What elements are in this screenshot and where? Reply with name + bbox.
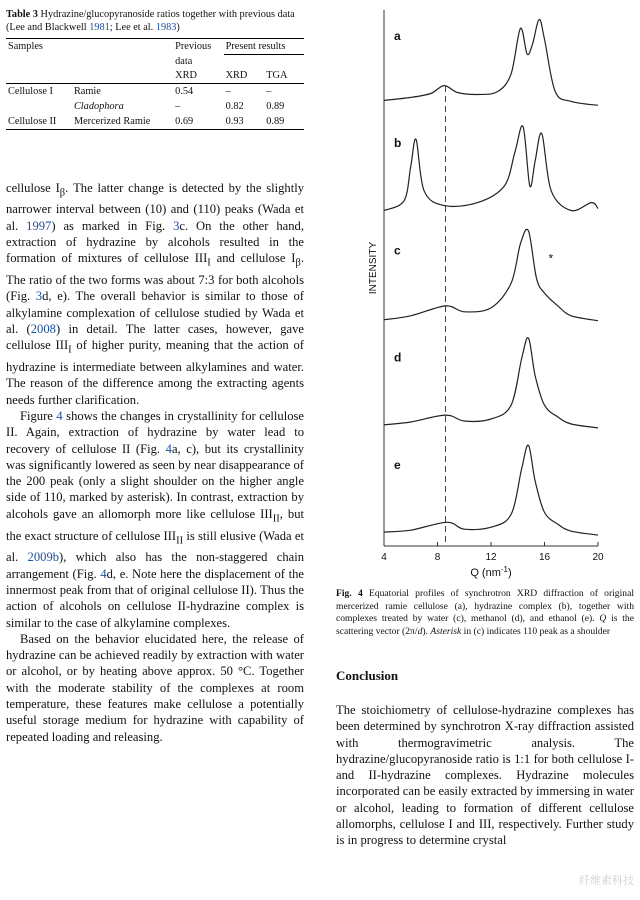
ratio-table (6, 38, 304, 130)
series-line-b (384, 126, 598, 211)
text-run: a, c), but its crystallinity was significantly lowered as seen by near disappearance of the 200 peak (only a slight shoulder on the higher angle side of 110, marked by asterisk). In contrast, extraction by alcohols gave an allomorph more like cellulose III (6, 441, 304, 521)
text-run: ) in detail. The latter cases, however, gave cellulose III (6, 321, 304, 353)
text-run: shows the changes in crystallinity for cellulose II. Again, extraction of hydrazine by water lead to recovery of cellulose II (Fig. (6, 408, 304, 456)
table-cell-group: Cellulose II (6, 114, 72, 130)
x-tick-label: 16 (538, 552, 551, 563)
table-cell-prev: – (175, 100, 181, 112)
series-line-e (384, 445, 598, 535)
col-header-previous (173, 39, 223, 55)
text-run: . The latter change is detected by the slightly narrower interval between (10) and (110) peaks (Wada et al. (6, 180, 305, 233)
header-spacer (264, 55, 304, 69)
col-header-xrd-prev: XRD (175, 69, 197, 81)
subscript: II (272, 513, 280, 525)
citation-link[interactable]: 1983 (155, 22, 177, 33)
caption-text: in (c) indicates 110 peak as a shoulder (461, 625, 611, 637)
table-cell-tga: 0.89 (266, 100, 285, 112)
col-header-samples: Samples (6, 39, 173, 55)
text-run: . The ratio of the two forms was about 7:3 for both alcohols (Fig. (6, 251, 304, 304)
x-tick-label: 20 (592, 552, 604, 563)
figure-4 (364, 6, 638, 580)
conclusion-text: The stoichiometry of cellulose-hydrazine complexes has been determined by synchrotron X-ray diffraction assisted with thermogravimetric analysis. The hydrazine/glucopyranoside ratio is 1:1 for both cellulose I- and II-hydrazine complexes. Hydrazine molecules incorporated can be easily extracted by immersing in water or alcohol, leading to formation of different cellulose allomorphs, cellulose I and III, respectively. Further study is in progress to determine crystal (336, 703, 634, 848)
text-run: Figure (20, 408, 57, 423)
panel-label: b (394, 136, 402, 151)
table-cell-tga: 0.89 (264, 114, 304, 130)
caption-text: ). (422, 625, 431, 637)
x-axis-label-main: Q (nm (470, 567, 501, 579)
col-header-present: Present results (224, 39, 304, 55)
table-cell-group: Cellulose I (6, 83, 72, 99)
text-run: , but the exact structure of cellulose III (6, 506, 304, 543)
subscript: I (68, 344, 72, 356)
body-text (6, 180, 304, 745)
paragraph (6, 180, 304, 408)
text-run: d, e. Note here the displacement of the innermost peak from that of original cellulose II). Thus the action of alcohols on cellulose II-hydrazine complex is similar to the case of alkylamine complexes. (6, 566, 305, 630)
figure-caption (336, 588, 634, 638)
text-run: and cellulose I (210, 251, 296, 266)
caption-symbol: Q (599, 613, 607, 625)
table-cell-group (6, 99, 72, 114)
series-line-a (384, 19, 598, 105)
citation-link[interactable]: 1981 (89, 22, 110, 33)
plot-series (384, 19, 598, 535)
col-header-tga: TGA (266, 69, 288, 81)
series-line-c (384, 229, 598, 320)
figure-label: Fig. 4 (336, 588, 363, 599)
subscript: β (295, 257, 301, 269)
subscript: β (59, 187, 66, 199)
table-caption (6, 8, 304, 34)
plot-text (368, 29, 604, 579)
plot-frame (384, 10, 598, 546)
table-cell-xrd: 0.93 (224, 114, 265, 130)
table-cell-sample: Mercerized Ramie (72, 114, 173, 130)
text-run: of higher purity, meaning that the action of hydrazine is intermediate between alkylamines and water. The reason of the difference among the extracting agents needs further clarification. (6, 338, 304, 407)
text-run: ) as marked in Fig. (51, 218, 174, 233)
xrd-profile-plot (364, 6, 638, 580)
table-cell-xrd: – (224, 83, 265, 99)
panel-label: e (394, 457, 401, 472)
subscript: II (176, 535, 184, 547)
section-title-conclusion: Conclusion (336, 668, 399, 683)
watermark: 纤维素科技 (579, 874, 634, 887)
table-caption-text: ; Lee et al. (109, 22, 156, 33)
text-run: ), which also has the non-staggered chain arrangement (Fig. (6, 550, 304, 581)
table-cell-sample: Cladophora (73, 100, 124, 112)
table-cell-sample: Ramie (72, 83, 173, 99)
text-run: cellulose I (6, 180, 60, 195)
citation-link[interactable]: 1997 (26, 218, 52, 233)
paragraph: Based on the behavior elucidated here, the release of hydrazine can be achieved readily by extraction with water or alcohol, or by heating above approx. 50 °C. Together with the moderate stability of the complexes at room temperature, these features make cellulose a potentially useful storage medium for hydrazine with capability of repeated loading and releasing. (6, 631, 304, 744)
figure-link[interactable]: 3 (35, 289, 43, 304)
series-line-d (384, 338, 598, 428)
figure-link[interactable]: 4 (165, 441, 172, 456)
table-cell-tga: – (264, 83, 304, 99)
asterisk-marker: * (548, 251, 554, 266)
text-run: c. On the other hand, extraction of hydrazine by alcohols resulted in the formation of mixtures of cellulose III (6, 218, 304, 266)
figure-link[interactable]: 3 (173, 218, 180, 233)
figure-link[interactable]: 4 (100, 566, 107, 581)
header-spacer (6, 69, 173, 84)
panel-label: d (394, 350, 402, 365)
x-tick-label: 4 (381, 552, 387, 563)
x-axis-label (470, 565, 511, 579)
panel-label: a (394, 29, 401, 43)
text-run: is still elusive (Wada et al. (6, 528, 304, 565)
figure-link[interactable]: 4 (56, 408, 63, 423)
y-axis-label: INTENSITY (368, 241, 379, 295)
caption-text: is the scattering vector (2π/ (336, 613, 634, 637)
header-spacer (6, 55, 173, 69)
text-run: d, e). The overall behavior is similar to those of alkylamine complexation of cellulose studied by Wada et al. ( (6, 289, 304, 336)
paragraph (6, 408, 304, 631)
x-axis-label-sup: -1 (500, 565, 509, 574)
left-column (6, 8, 304, 745)
x-tick-label: 12 (485, 552, 497, 563)
table-cell-prev: 0.54 (173, 83, 223, 99)
caption-symbol: Asterisk (430, 625, 462, 637)
panel-label: c (394, 243, 401, 258)
col-header-previous-line2: data (175, 55, 193, 67)
caption-symbol: d (417, 625, 423, 637)
citation-link[interactable]: 2008 (30, 321, 56, 336)
subscript: I (207, 257, 211, 269)
citation-link[interactable]: 2009b (27, 550, 60, 565)
table-caption-text: ) (176, 22, 180, 33)
table-label: Table 3 (6, 9, 38, 20)
table-cell-prev: 0.69 (173, 114, 223, 130)
x-tick-label: 8 (434, 552, 441, 563)
x-axis-label-end: ) (508, 567, 512, 579)
caption-text: Equatorial profiles of synchrotron XRD diffraction of original mercerized ramie cellulose (a), hydrazine complex (b), together with complexes treated by water (c), methanol (d), and ethanol (e). (336, 588, 634, 625)
header-spacer (224, 55, 265, 69)
col-header-previous-line1: Previous (175, 41, 212, 52)
table-cell-xrd: 0.82 (225, 100, 244, 112)
table-caption-text: Hydrazine/glucopyranoside ratios together with previous data (Lee and Blackwell (6, 9, 295, 33)
col-header-xrd: XRD (225, 69, 248, 81)
